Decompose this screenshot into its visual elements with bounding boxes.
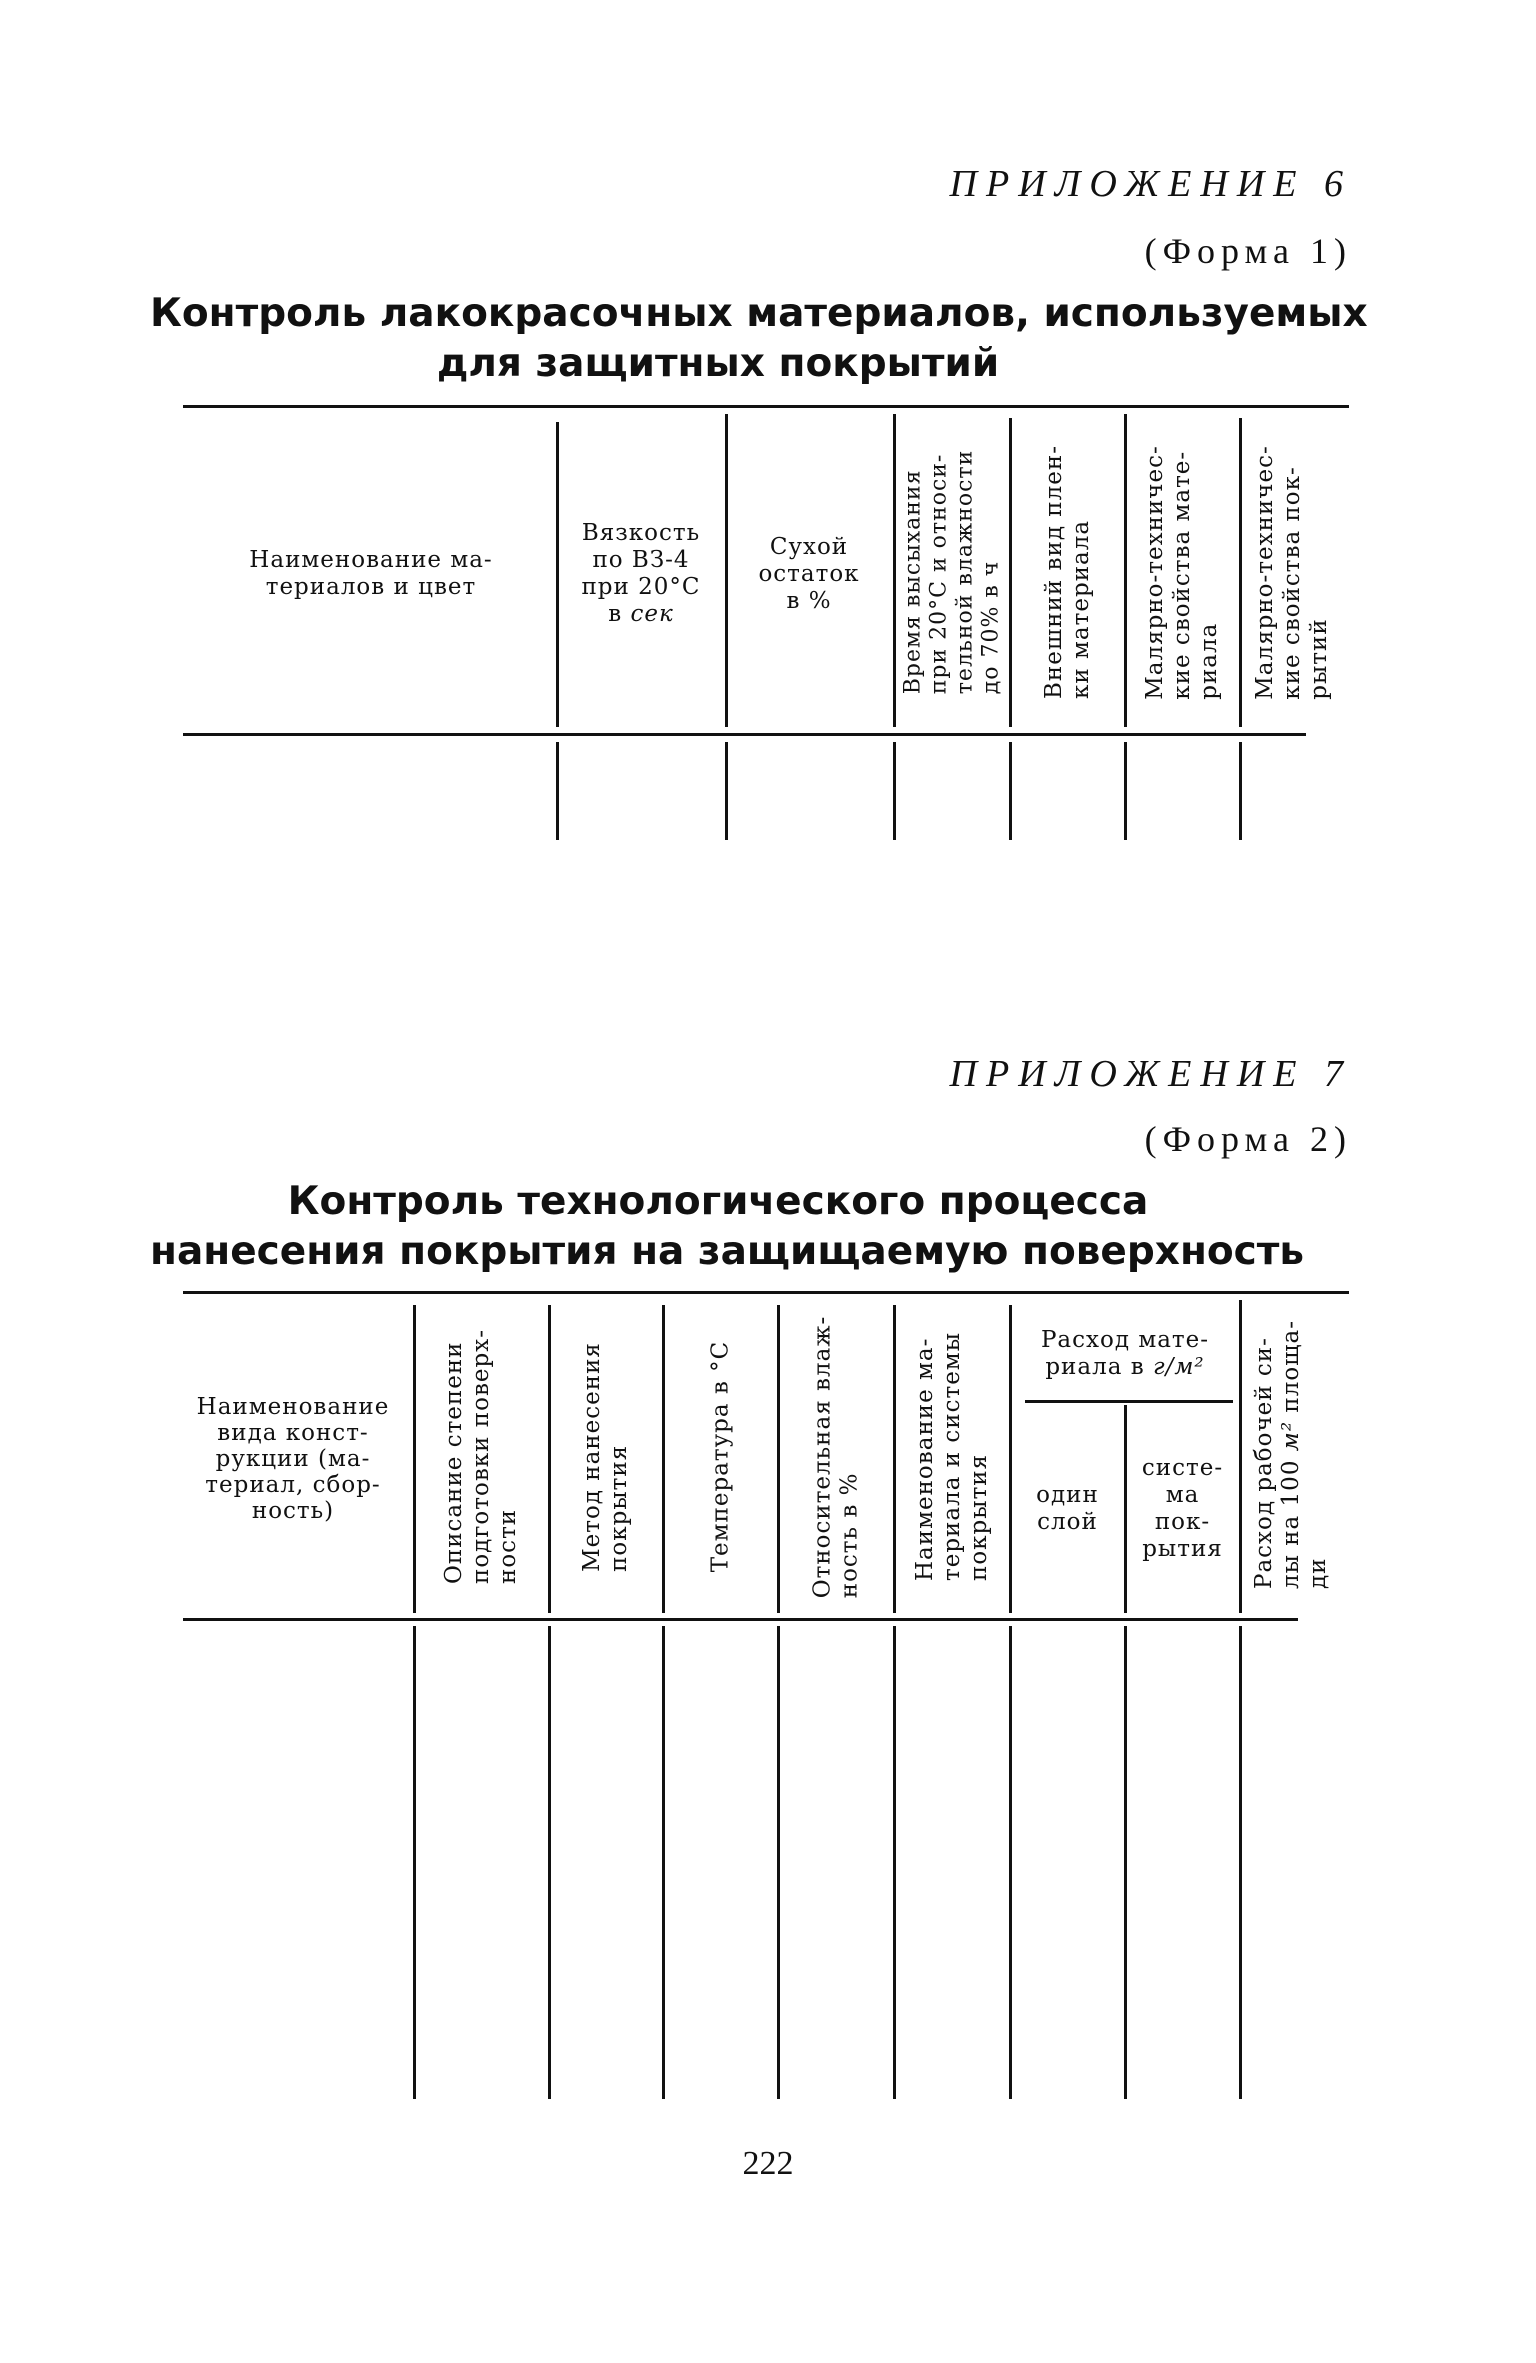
appendix-6-heading: ПРИЛОЖЕНИЕ 6: [949, 163, 1352, 205]
header-material-props: Малярно-техничес- кие свойства мате- риала: [1142, 444, 1222, 700]
table-2-divider: [1124, 1626, 1127, 2099]
header-material-system: Наименование ма- териала и системы покрытия: [911, 1332, 992, 1581]
table-2-divider: [548, 1626, 551, 2099]
header-coating-system: систе- ма пок- рытия: [1141, 1455, 1224, 1562]
table-1-title-line-2: для защитных покрытий: [436, 341, 1000, 386]
table-2-title-line-1: Контроль технологического процесса: [287, 1179, 1149, 1224]
table-1-top-rule: [183, 405, 1349, 408]
header-labor-consumption: Расход рабочей си- лы на 100 м² площа- ди: [1251, 1319, 1332, 1590]
header-humidity: Относительная влаж- ность в %: [809, 1315, 863, 1598]
header-method-cell: [551, 1300, 661, 1613]
header-humidity-cell: [780, 1300, 892, 1613]
header-coating-props-cell: [1242, 416, 1342, 728]
header-material-props-cell: [1127, 416, 1238, 728]
header-drying-time: Время высыхания при 20°С и относи- тельной влажности до 70% в ч: [900, 449, 1003, 695]
header-surface-prep-cell: [416, 1300, 547, 1613]
appendix-7-heading: ПРИЛОЖЕНИЕ 7: [949, 1053, 1352, 1095]
page-number: 222: [742, 2145, 794, 2182]
table-2-title-line-2: нанесения покрытия на защищаемую поверхность: [150, 1229, 1305, 1274]
table-1-divider: [725, 414, 728, 727]
header-film-view: Внешний вид плен- ки материала: [1040, 445, 1094, 699]
table-2-divider: [1239, 1626, 1242, 2099]
header-dry-residue: Сухой остаток в %: [758, 533, 860, 614]
table-1-divider: [893, 742, 896, 840]
header-temperature: Температура в °С: [707, 1340, 733, 1573]
table-2-divider: [893, 1626, 896, 2099]
header-film-view-cell: [1012, 416, 1123, 728]
table-1-divider: [1124, 742, 1127, 840]
header-coating-props: Малярно-техничес- кие свойства пок- рытий: [1251, 444, 1332, 700]
header-temperature-cell: [665, 1300, 776, 1613]
header-drying-time-cell: [896, 416, 1008, 728]
table-1-divider: [725, 742, 728, 840]
table-1-header-rule: [183, 733, 1306, 736]
header-material-name: Наименование ма- териалов и цвет: [249, 547, 493, 600]
table-2-divider: [1009, 1626, 1012, 2099]
form-2-label: (Форма 2): [1144, 1119, 1352, 1159]
header-surface-prep: Описание степени подготовки поверх- ности: [441, 1329, 522, 1584]
table-1-divider: [1239, 742, 1242, 840]
header-viscosity: Вязкость по ВЗ-4 при 20°С в сек: [581, 520, 701, 627]
table-2-subheader-rule: [1025, 1400, 1233, 1403]
table-1-divider: [1009, 742, 1012, 840]
header-one-layer: один слой: [1036, 1482, 1099, 1535]
table-1-title-line-1: Контроль лакокрасочных материалов, используемых: [150, 291, 1368, 336]
header-labor-consumption-cell: [1242, 1296, 1342, 1613]
header-material-system-cell: [896, 1300, 1008, 1613]
header-method: Метод нанесения покрытия: [579, 1341, 633, 1572]
table-2-top-rule: [183, 1291, 1349, 1294]
header-consumption-group: Расход мате- риала в г/м²: [1040, 1327, 1210, 1380]
header-construction: Наименование вида конст- рукции (ма- териал, сбор- ность): [196, 1394, 390, 1524]
table-2-divider: [777, 1626, 780, 2099]
table-2-header-rule: [183, 1618, 1298, 1621]
table-1-divider: [556, 422, 559, 727]
form-1-label: (Форма 1): [1144, 231, 1352, 271]
table-2-divider: [662, 1626, 665, 2099]
table-2-divider: [413, 1626, 416, 2099]
table-1-divider: [556, 742, 559, 840]
